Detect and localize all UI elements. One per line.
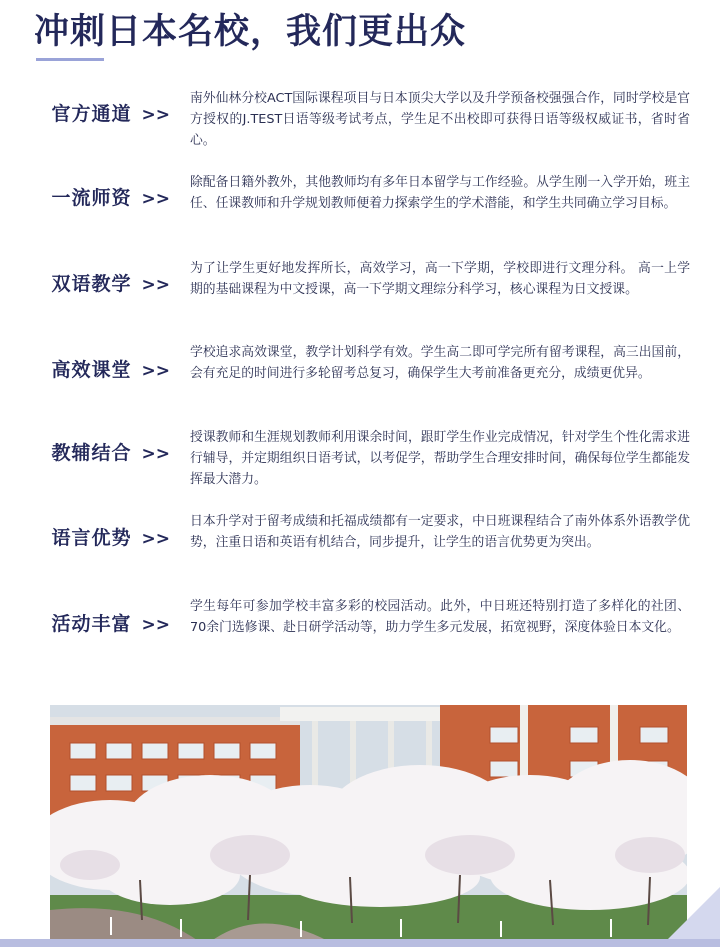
arrow-icon: >> (141, 615, 170, 635)
title-underline (36, 58, 104, 61)
arrow-icon: >> (141, 361, 170, 381)
section-text: 南外仙林分校ACT国际课程项目与日本顶尖大学以及升学预备校强强合作，同时学校是官方授权的J.TEST日语等级考试考点，学生足不出校即可获得日语等级权威证书，省时省心。 (190, 91, 690, 148)
section-text: 日本升学对于留考成绩和托福成绩都有一定要求，中日班课程结合了南外体系外语教学优势，注重日语和英语有机结合，同步提升，让学生的语言优势更为突出。 (190, 514, 690, 550)
section-label: 活动丰富 >> (51, 613, 170, 635)
section-label: 官方通道 >> (51, 103, 170, 125)
arrow-icon: >> (141, 529, 170, 549)
arrow-icon: >> (141, 444, 170, 464)
section-text: 学校追求高效课堂，教学计划科学有效。学生高二即可学完所有留考课程，高三出国前，会有充足的时间进行多轮留考总复习，确保学生大考前准备更充分，成绩更优异。 (190, 345, 690, 381)
section-text: 学生每年可参加学校丰富多彩的校园活动。此外，中日班还特别打造了多样化的社团、70余门选修课、赴日研学活动等，助力学生多元发展，拓宽视野，深度体验日本文化。 (190, 599, 690, 635)
section-label: 语言优势 >> (51, 527, 170, 549)
section-label: 双语教学 >> (51, 273, 170, 295)
page-title: 冲刺日本名校，我们更出众 (34, 12, 467, 52)
section-text: 为了让学生更好地发挥所长，高效学习，高一下学期，学校即进行文理分科。 高一上学期的基础课程为中文授课，高一下学期文理综分科学习，核心课程为日文授课。 (190, 261, 690, 297)
section-label: 教辅结合 >> (51, 442, 170, 464)
section-label: 高效课堂 >> (51, 359, 170, 381)
section-label: 一流师资 >> (51, 187, 170, 209)
corner-decoration (660, 887, 720, 947)
arrow-icon: >> (141, 189, 170, 209)
campus-photo (50, 705, 687, 942)
section-text: 除配备日籍外教外，其他教师均有多年日本留学与工作经验。从学生刚一入学开始，班主任、任课教师和升学规划教师便着力探索学生的学术潜能，和学生共同确立学习目标。 (190, 175, 690, 211)
arrow-icon: >> (141, 105, 170, 125)
section-text: 授课教师和生涯规划教师利用课余时间，跟盯学生作业完成情况，针对学生个性化需求进行辅导，并定期组织日语考试，以考促学，帮助学生合理安排时间，确保每位学生都能发挥最大潜力。 (190, 430, 690, 487)
arrow-icon: >> (141, 275, 170, 295)
footer-band (0, 939, 720, 947)
